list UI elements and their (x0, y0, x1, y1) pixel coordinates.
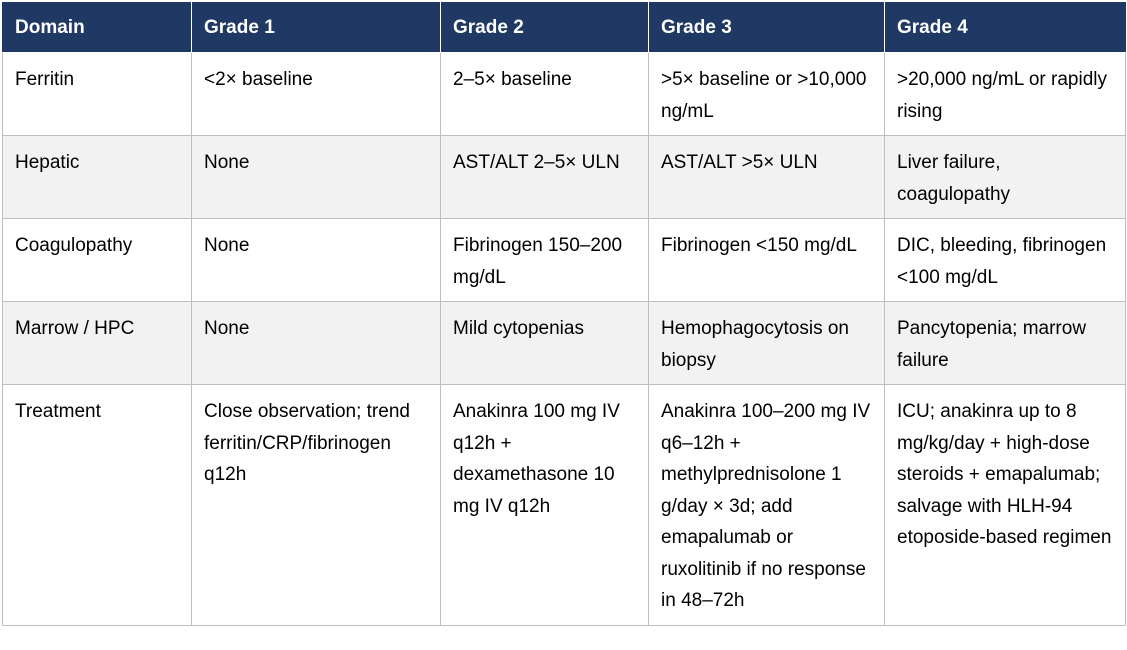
table-row-ferritin (3, 53, 1126, 136)
header-grade-4: Grade 4 (885, 3, 1126, 53)
table-row-hepatic (3, 136, 1126, 219)
table-row-marrow (3, 302, 1126, 385)
domain-cell: Treatment (3, 385, 192, 626)
grade-4-cell: DIC, bleeding, fibrinogen <100 mg/dL (885, 219, 1126, 302)
grade-3-cell: Anakinra 100–200 mg IV q6–12h + methylprednisolone 1 g/day × 3d; add emapalumab or ruxolitinib if no response in 48–72h (649, 385, 885, 626)
grade-2-cell: Anakinra 100 mg IV q12h + dexamethasone 10 mg IV q12h (441, 385, 649, 626)
grade-2-cell: AST/ALT 2–5× ULN (441, 136, 649, 219)
table-row-coagulopathy (3, 219, 1126, 302)
domain-cell: Ferritin (3, 53, 192, 136)
grade-4-cell: ICU; anakinra up to 8 mg/kg/day + high-dose steroids + emapalumab; salvage with HLH-94 etoposide-based regimen (885, 385, 1126, 626)
grade-1-cell: None (192, 219, 441, 302)
header-row (3, 3, 1126, 53)
grade-1-cell: None (192, 136, 441, 219)
table-header (3, 3, 1126, 53)
grade-1-cell: <2× baseline (192, 53, 441, 136)
domain-cell: Hepatic (3, 136, 192, 219)
grade-2-cell: Fibrinogen 150–200 mg/dL (441, 219, 649, 302)
header-grade-1: Grade 1 (192, 3, 441, 53)
grade-1-cell: None (192, 302, 441, 385)
header-grade-2: Grade 2 (441, 3, 649, 53)
grading-table (2, 2, 1126, 626)
grade-3-cell: Hemophagocytosis on biopsy (649, 302, 885, 385)
grade-2-cell: 2–5× baseline (441, 53, 649, 136)
header-domain: Domain (3, 3, 192, 53)
header-grade-3: Grade 3 (649, 3, 885, 53)
grade-4-cell: Pancytopenia; marrow failure (885, 302, 1126, 385)
grade-2-cell: Mild cytopenias (441, 302, 649, 385)
grade-4-cell: >20,000 ng/mL or rapidly rising (885, 53, 1126, 136)
grade-1-cell: Close observation; trend ferritin/CRP/fibrinogen q12h (192, 385, 441, 626)
grade-3-cell: Fibrinogen <150 mg/dL (649, 219, 885, 302)
table-row-treatment (3, 385, 1126, 626)
grade-3-cell: AST/ALT >5× ULN (649, 136, 885, 219)
grade-4-cell: Liver failure, coagulopathy (885, 136, 1126, 219)
table-body (3, 53, 1126, 626)
domain-cell: Coagulopathy (3, 219, 192, 302)
domain-cell: Marrow / HPC (3, 302, 192, 385)
grade-3-cell: >5× baseline or >10,000 ng/mL (649, 53, 885, 136)
